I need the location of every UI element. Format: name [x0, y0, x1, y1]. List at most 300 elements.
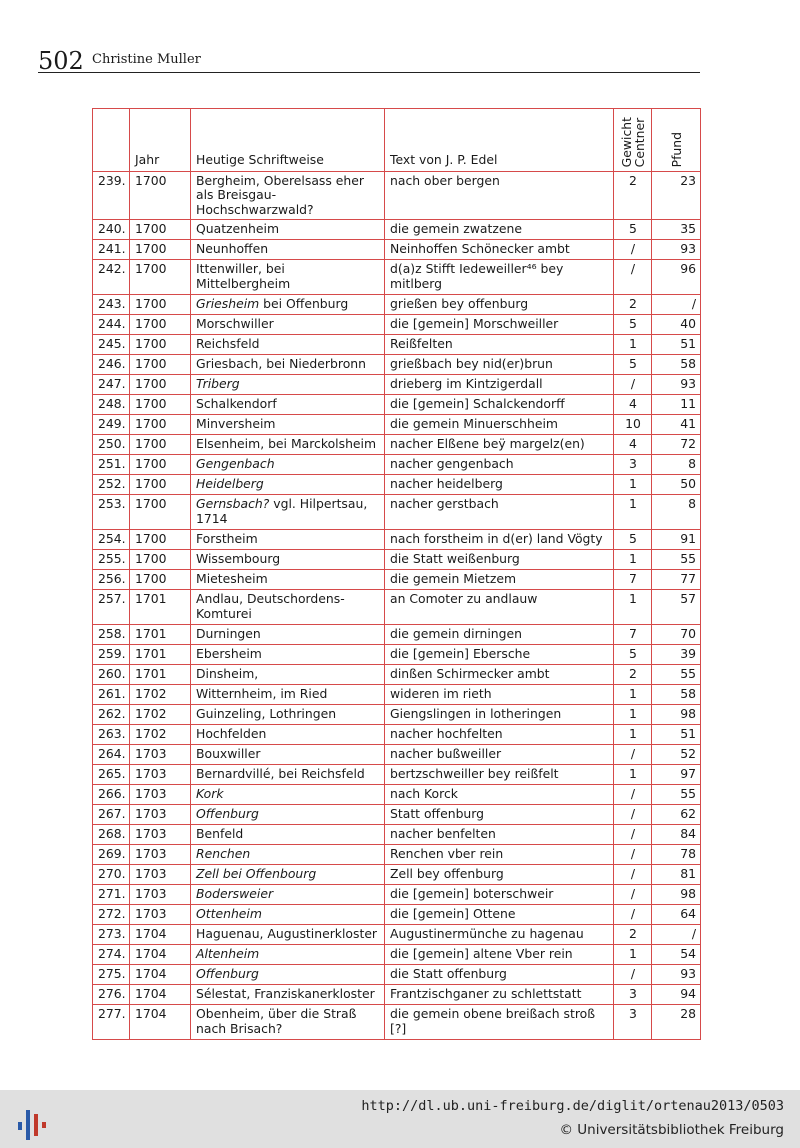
row-heutige	[191, 220, 385, 240]
table-row	[93, 865, 701, 885]
place-name: Ittenwiller, bei Mittelbergheim	[196, 261, 291, 291]
row-number: 243.	[93, 295, 130, 315]
table-row	[93, 825, 701, 845]
row-text: d(a)z Stifft Iedeweiller⁴⁶ bey mitlberg	[385, 260, 614, 295]
place-name: Bouxwiller	[196, 746, 261, 762]
row-jahr: 1700	[130, 455, 191, 475]
col-header-jahr: Jahr	[130, 109, 191, 172]
row-jahr: 1704	[130, 945, 191, 965]
row-text: nacher bußweiller	[385, 745, 614, 765]
row-text: die [gemein] Morschweiller	[385, 315, 614, 335]
row-number: 255.	[93, 550, 130, 570]
row-heutige	[191, 550, 385, 570]
library-logo-icon	[12, 1100, 52, 1140]
row-jahr: 1700	[130, 260, 191, 295]
row-centner: 1	[614, 550, 652, 570]
table-row	[93, 925, 701, 945]
row-number: 244.	[93, 315, 130, 335]
table-row	[93, 172, 701, 220]
row-jahr: 1700	[130, 375, 191, 395]
row-centner: /	[614, 965, 652, 985]
row-number: 261.	[93, 685, 130, 705]
row-heutige	[191, 475, 385, 495]
table-row	[93, 985, 701, 1005]
row-heutige	[191, 765, 385, 785]
row-heutige	[191, 172, 385, 220]
copyright-notice: © Universitätsbibliothek Freiburg	[559, 1122, 784, 1138]
row-centner: /	[614, 785, 652, 805]
row-pfund: 41	[652, 415, 701, 435]
row-heutige	[191, 905, 385, 925]
row-pfund: 55	[652, 550, 701, 570]
table-row	[93, 550, 701, 570]
row-jahr: 1703	[130, 845, 191, 865]
table-row	[93, 845, 701, 865]
place-name: Wissembourg	[196, 551, 281, 567]
row-text: nacher hochfelten	[385, 725, 614, 745]
row-pfund: 39	[652, 645, 701, 665]
place-name: Witternheim, im Ried	[196, 686, 328, 702]
row-pfund: /	[652, 925, 701, 945]
row-text: nacher gengenbach	[385, 455, 614, 475]
place-note: vgl. Hilpertsau, 1714	[196, 496, 372, 526]
table-row	[93, 665, 701, 685]
row-text: die [gemein] Ebersche	[385, 645, 614, 665]
row-centner: /	[614, 845, 652, 865]
row-pfund: 62	[652, 805, 701, 825]
row-text: die gemein Mietzem	[385, 570, 614, 590]
row-pfund: 58	[652, 685, 701, 705]
place-name: Bergheim, Oberelsass eher als Breisgau-Hochschwarzwald?	[196, 173, 364, 217]
row-pfund: 51	[652, 335, 701, 355]
row-number: 240.	[93, 220, 130, 240]
table-row	[93, 705, 701, 725]
row-jahr: 1700	[130, 315, 191, 335]
row-number: 248.	[93, 395, 130, 415]
row-pfund: 35	[652, 220, 701, 240]
place-name: Zell bei Offenbourg	[196, 866, 317, 882]
row-number: 264.	[93, 745, 130, 765]
row-heutige	[191, 355, 385, 375]
author-name: Christine Muller	[92, 52, 201, 67]
row-text: Reißfelten	[385, 335, 614, 355]
row-text: die [gemein] altene Vber rein	[385, 945, 614, 965]
row-number: 250.	[93, 435, 130, 455]
row-centner: 1	[614, 705, 652, 725]
row-heutige	[191, 745, 385, 765]
place-name: Triberg	[196, 376, 240, 392]
row-pfund: /	[652, 295, 701, 315]
row-heutige	[191, 415, 385, 435]
row-centner: 2	[614, 665, 652, 685]
row-centner: 5	[614, 530, 652, 550]
row-centner: 7	[614, 570, 652, 590]
table-row	[93, 395, 701, 415]
place-name: Minversheim	[196, 416, 276, 432]
row-pfund: 98	[652, 705, 701, 725]
row-jahr: 1703	[130, 825, 191, 845]
table-header-row	[93, 109, 701, 172]
row-number: 275.	[93, 965, 130, 985]
place-name: Forstheim	[196, 531, 258, 547]
row-heutige	[191, 570, 385, 590]
row-heutige	[191, 455, 385, 475]
row-centner: 5	[614, 645, 652, 665]
row-pfund: 51	[652, 725, 701, 745]
row-text: die gemein obene breißach stroß [?]	[385, 1005, 614, 1040]
row-text: an Comoter zu andlauw	[385, 590, 614, 625]
row-pfund: 91	[652, 530, 701, 550]
row-centner: 10	[614, 415, 652, 435]
table-row	[93, 335, 701, 355]
row-jahr: 1703	[130, 885, 191, 905]
row-heutige	[191, 495, 385, 530]
row-number: 249.	[93, 415, 130, 435]
row-number: 259.	[93, 645, 130, 665]
source-url[interactable]: http://dl.ub.uni-freiburg.de/diglit/ortenau2013/0503	[361, 1098, 784, 1114]
row-number: 242.	[93, 260, 130, 295]
row-heutige	[191, 965, 385, 985]
row-number: 258.	[93, 625, 130, 645]
table-row	[93, 685, 701, 705]
place-name: Offenburg	[196, 806, 259, 822]
row-centner: 3	[614, 985, 652, 1005]
row-number: 265.	[93, 765, 130, 785]
row-number: 241.	[93, 240, 130, 260]
row-jahr: 1701	[130, 645, 191, 665]
row-pfund: 97	[652, 765, 701, 785]
row-centner: 2	[614, 295, 652, 315]
row-pfund: 58	[652, 355, 701, 375]
row-jahr: 1702	[130, 685, 191, 705]
row-centner: /	[614, 240, 652, 260]
row-jahr: 1700	[130, 495, 191, 530]
place-name: Gengenbach	[196, 456, 275, 472]
place-name: Kork	[196, 786, 224, 802]
table-row	[93, 625, 701, 645]
col-header-pfund	[652, 109, 701, 172]
row-pfund: 40	[652, 315, 701, 335]
place-name: Neunhoffen	[196, 241, 269, 257]
row-heutige	[191, 885, 385, 905]
row-pfund: 93	[652, 240, 701, 260]
row-text: die gemein zwatzene	[385, 220, 614, 240]
place-name: Schalkendorf	[196, 396, 277, 412]
place-name: Guinzeling, Lothringen	[196, 706, 337, 722]
table-row	[93, 1005, 701, 1040]
row-heutige	[191, 1005, 385, 1040]
table-row	[93, 765, 701, 785]
row-centner: 5	[614, 355, 652, 375]
row-jahr: 1702	[130, 705, 191, 725]
row-jahr: 1700	[130, 550, 191, 570]
row-centner: 1	[614, 945, 652, 965]
row-text: grießen bey offenburg	[385, 295, 614, 315]
pfund-label: Pfund	[669, 131, 684, 167]
place-name: Elsenheim, bei Marckolsheim	[196, 436, 377, 452]
table-row	[93, 315, 701, 335]
row-jahr: 1700	[130, 435, 191, 455]
row-heutige	[191, 260, 385, 295]
table-row	[93, 965, 701, 985]
row-heutige	[191, 925, 385, 945]
row-number: 274.	[93, 945, 130, 965]
place-name: Ebersheim	[196, 646, 262, 662]
row-text: nacher gerstbach	[385, 495, 614, 530]
row-pfund: 55	[652, 665, 701, 685]
row-text: nacher heidelberg	[385, 475, 614, 495]
row-jahr: 1704	[130, 1005, 191, 1040]
place-name: Heidelberg	[196, 476, 264, 492]
place-note: bei Offenburg	[259, 296, 349, 312]
table-body	[93, 172, 701, 1040]
row-text: nacher benfelten	[385, 825, 614, 845]
row-pfund: 78	[652, 845, 701, 865]
place-name: Morschwiller	[196, 316, 274, 332]
row-number: 268.	[93, 825, 130, 845]
table-row	[93, 240, 701, 260]
row-number: 252.	[93, 475, 130, 495]
row-number: 262.	[93, 705, 130, 725]
row-text: Statt offenburg	[385, 805, 614, 825]
row-jahr: 1703	[130, 745, 191, 765]
row-jahr: 1703	[130, 785, 191, 805]
place-name: Griesbach, bei Niederbronn	[196, 356, 366, 372]
row-text: Augustinermünche zu hagenau	[385, 925, 614, 945]
row-heutige	[191, 705, 385, 725]
row-pfund: 52	[652, 745, 701, 765]
row-text: nach ober bergen	[385, 172, 614, 220]
place-name: Durningen	[196, 626, 261, 642]
row-number: 260.	[93, 665, 130, 685]
row-jahr: 1704	[130, 965, 191, 985]
place-name: Renchen	[196, 846, 251, 862]
row-centner: 2	[614, 172, 652, 220]
row-heutige	[191, 335, 385, 355]
row-text: dinßen Schirmecker ambt	[385, 665, 614, 685]
row-heutige	[191, 645, 385, 665]
row-number: 247.	[93, 375, 130, 395]
row-pfund: 54	[652, 945, 701, 965]
row-text: grießbach bey nid(er)brun	[385, 355, 614, 375]
row-text: die [gemein] Schalckendorff	[385, 395, 614, 415]
row-centner: 3	[614, 455, 652, 475]
table-row	[93, 745, 701, 765]
row-text: Zell bey offenburg	[385, 865, 614, 885]
row-heutige	[191, 805, 385, 825]
table-row	[93, 495, 701, 530]
table-row	[93, 530, 701, 550]
row-pfund: 94	[652, 985, 701, 1005]
row-number: 246.	[93, 355, 130, 375]
row-pfund: 11	[652, 395, 701, 415]
row-text: die [gemein] Ottene	[385, 905, 614, 925]
row-centner: /	[614, 805, 652, 825]
row-jahr: 1701	[130, 625, 191, 645]
col-header-heutige: Heutige Schriftweise	[191, 109, 385, 172]
table-row	[93, 905, 701, 925]
row-heutige	[191, 625, 385, 645]
row-centner: 5	[614, 220, 652, 240]
page-header	[38, 48, 700, 73]
row-centner: 1	[614, 335, 652, 355]
row-centner: 4	[614, 435, 652, 455]
row-heutige	[191, 725, 385, 745]
table-row	[93, 355, 701, 375]
row-heutige	[191, 825, 385, 845]
place-name: Bodersweier	[196, 886, 274, 902]
row-pfund: 57	[652, 590, 701, 625]
row-jahr: 1703	[130, 805, 191, 825]
row-text: die gemein Minuerschheim	[385, 415, 614, 435]
place-name: Dinsheim,	[196, 666, 259, 682]
row-pfund: 84	[652, 825, 701, 845]
place-name: Haguenau, Augustinerkloster	[196, 926, 378, 942]
row-centner: 5	[614, 315, 652, 335]
col-header-number	[93, 109, 130, 172]
row-text: die Statt weißenburg	[385, 550, 614, 570]
place-name: Altenheim	[196, 946, 260, 962]
row-number: 256.	[93, 570, 130, 590]
row-centner: 1	[614, 495, 652, 530]
row-jahr: 1704	[130, 985, 191, 1005]
row-heutige	[191, 295, 385, 315]
row-heutige	[191, 865, 385, 885]
row-pfund: 70	[652, 625, 701, 645]
row-text: bertzschweiller bey reißfelt	[385, 765, 614, 785]
row-jahr: 1700	[130, 395, 191, 415]
table-row	[93, 435, 701, 455]
row-jahr: 1703	[130, 905, 191, 925]
col-header-text: Text von J. P. Edel	[385, 109, 614, 172]
row-heutige	[191, 395, 385, 415]
place-name: Mietesheim	[196, 571, 268, 587]
col-header-centner	[614, 109, 652, 172]
centner-label: Gewicht Centner	[619, 116, 647, 167]
place-name: Griesheim	[196, 296, 260, 312]
row-jahr: 1700	[130, 335, 191, 355]
row-centner: /	[614, 905, 652, 925]
row-centner: 3	[614, 1005, 652, 1040]
row-jahr: 1700	[130, 570, 191, 590]
row-jahr: 1700	[130, 415, 191, 435]
row-centner: 2	[614, 925, 652, 945]
row-heutige	[191, 590, 385, 625]
row-number: 271.	[93, 885, 130, 905]
row-text: Giengslingen in lotheringen	[385, 705, 614, 725]
row-jahr: 1700	[130, 172, 191, 220]
row-heutige	[191, 985, 385, 1005]
row-centner: /	[614, 745, 652, 765]
row-centner: /	[614, 865, 652, 885]
row-number: 254.	[93, 530, 130, 550]
row-text: wideren im rieth	[385, 685, 614, 705]
row-pfund: 72	[652, 435, 701, 455]
place-name: Ottenheim	[196, 906, 262, 922]
row-centner: /	[614, 260, 652, 295]
row-pfund: 64	[652, 905, 701, 925]
row-centner: 1	[614, 725, 652, 745]
row-heutige	[191, 845, 385, 865]
table-row	[93, 455, 701, 475]
row-jahr: 1700	[130, 295, 191, 315]
row-heutige	[191, 685, 385, 705]
table-row	[93, 415, 701, 435]
row-number: 239.	[93, 172, 130, 220]
row-pfund: 96	[652, 260, 701, 295]
row-pfund: 28	[652, 1005, 701, 1040]
row-centner: 1	[614, 685, 652, 705]
row-heutige	[191, 435, 385, 455]
row-jahr: 1700	[130, 475, 191, 495]
table-row	[93, 725, 701, 745]
row-centner: 1	[614, 765, 652, 785]
row-number: 251.	[93, 455, 130, 475]
row-text: Renchen vber rein	[385, 845, 614, 865]
row-pfund: 77	[652, 570, 701, 590]
row-jahr: 1703	[130, 865, 191, 885]
row-heutige	[191, 375, 385, 395]
row-number: 263.	[93, 725, 130, 745]
row-jahr: 1701	[130, 590, 191, 625]
row-centner: /	[614, 885, 652, 905]
row-heutige	[191, 315, 385, 335]
table-row	[93, 590, 701, 625]
row-centner: 7	[614, 625, 652, 645]
place-name: Bernardvillé, bei Reichsfeld	[196, 766, 365, 782]
page-number: 502	[38, 47, 84, 75]
row-pfund: 93	[652, 965, 701, 985]
row-text: die [gemein] boterschweir	[385, 885, 614, 905]
row-jahr: 1700	[130, 530, 191, 550]
table-row	[93, 375, 701, 395]
row-number: 272.	[93, 905, 130, 925]
row-pfund: 8	[652, 455, 701, 475]
row-text: drieberg im Kintzigerdall	[385, 375, 614, 395]
row-pfund: 8	[652, 495, 701, 530]
table-row	[93, 260, 701, 295]
row-jahr: 1700	[130, 220, 191, 240]
place-name: Andlau, Deutschordens-Komturei	[196, 591, 345, 621]
table-row	[93, 475, 701, 495]
bell-register-table	[92, 108, 701, 1040]
table-row	[93, 645, 701, 665]
row-centner: /	[614, 375, 652, 395]
row-number: 276.	[93, 985, 130, 1005]
row-number: 270.	[93, 865, 130, 885]
row-text: Frantzischganer zu schlettstatt	[385, 985, 614, 1005]
row-number: 253.	[93, 495, 130, 530]
table-row	[93, 295, 701, 315]
table-row	[93, 885, 701, 905]
row-pfund: 93	[652, 375, 701, 395]
place-name: Quatzenheim	[196, 221, 280, 237]
place-name: Obenheim, über die Straß nach Brisach?	[196, 1006, 357, 1036]
row-heutige	[191, 665, 385, 685]
row-centner: 4	[614, 395, 652, 415]
row-pfund: 81	[652, 865, 701, 885]
place-name: Reichsfeld	[196, 336, 260, 352]
row-text: die Statt offenburg	[385, 965, 614, 985]
place-name: Offenburg	[196, 966, 259, 982]
row-heutige	[191, 240, 385, 260]
row-text: nacher Elßene beÿ margelz(en)	[385, 435, 614, 455]
row-pfund: 50	[652, 475, 701, 495]
row-text: Neinhoffen Schönecker ambt	[385, 240, 614, 260]
row-pfund: 55	[652, 785, 701, 805]
row-jahr: 1700	[130, 240, 191, 260]
row-heutige	[191, 785, 385, 805]
